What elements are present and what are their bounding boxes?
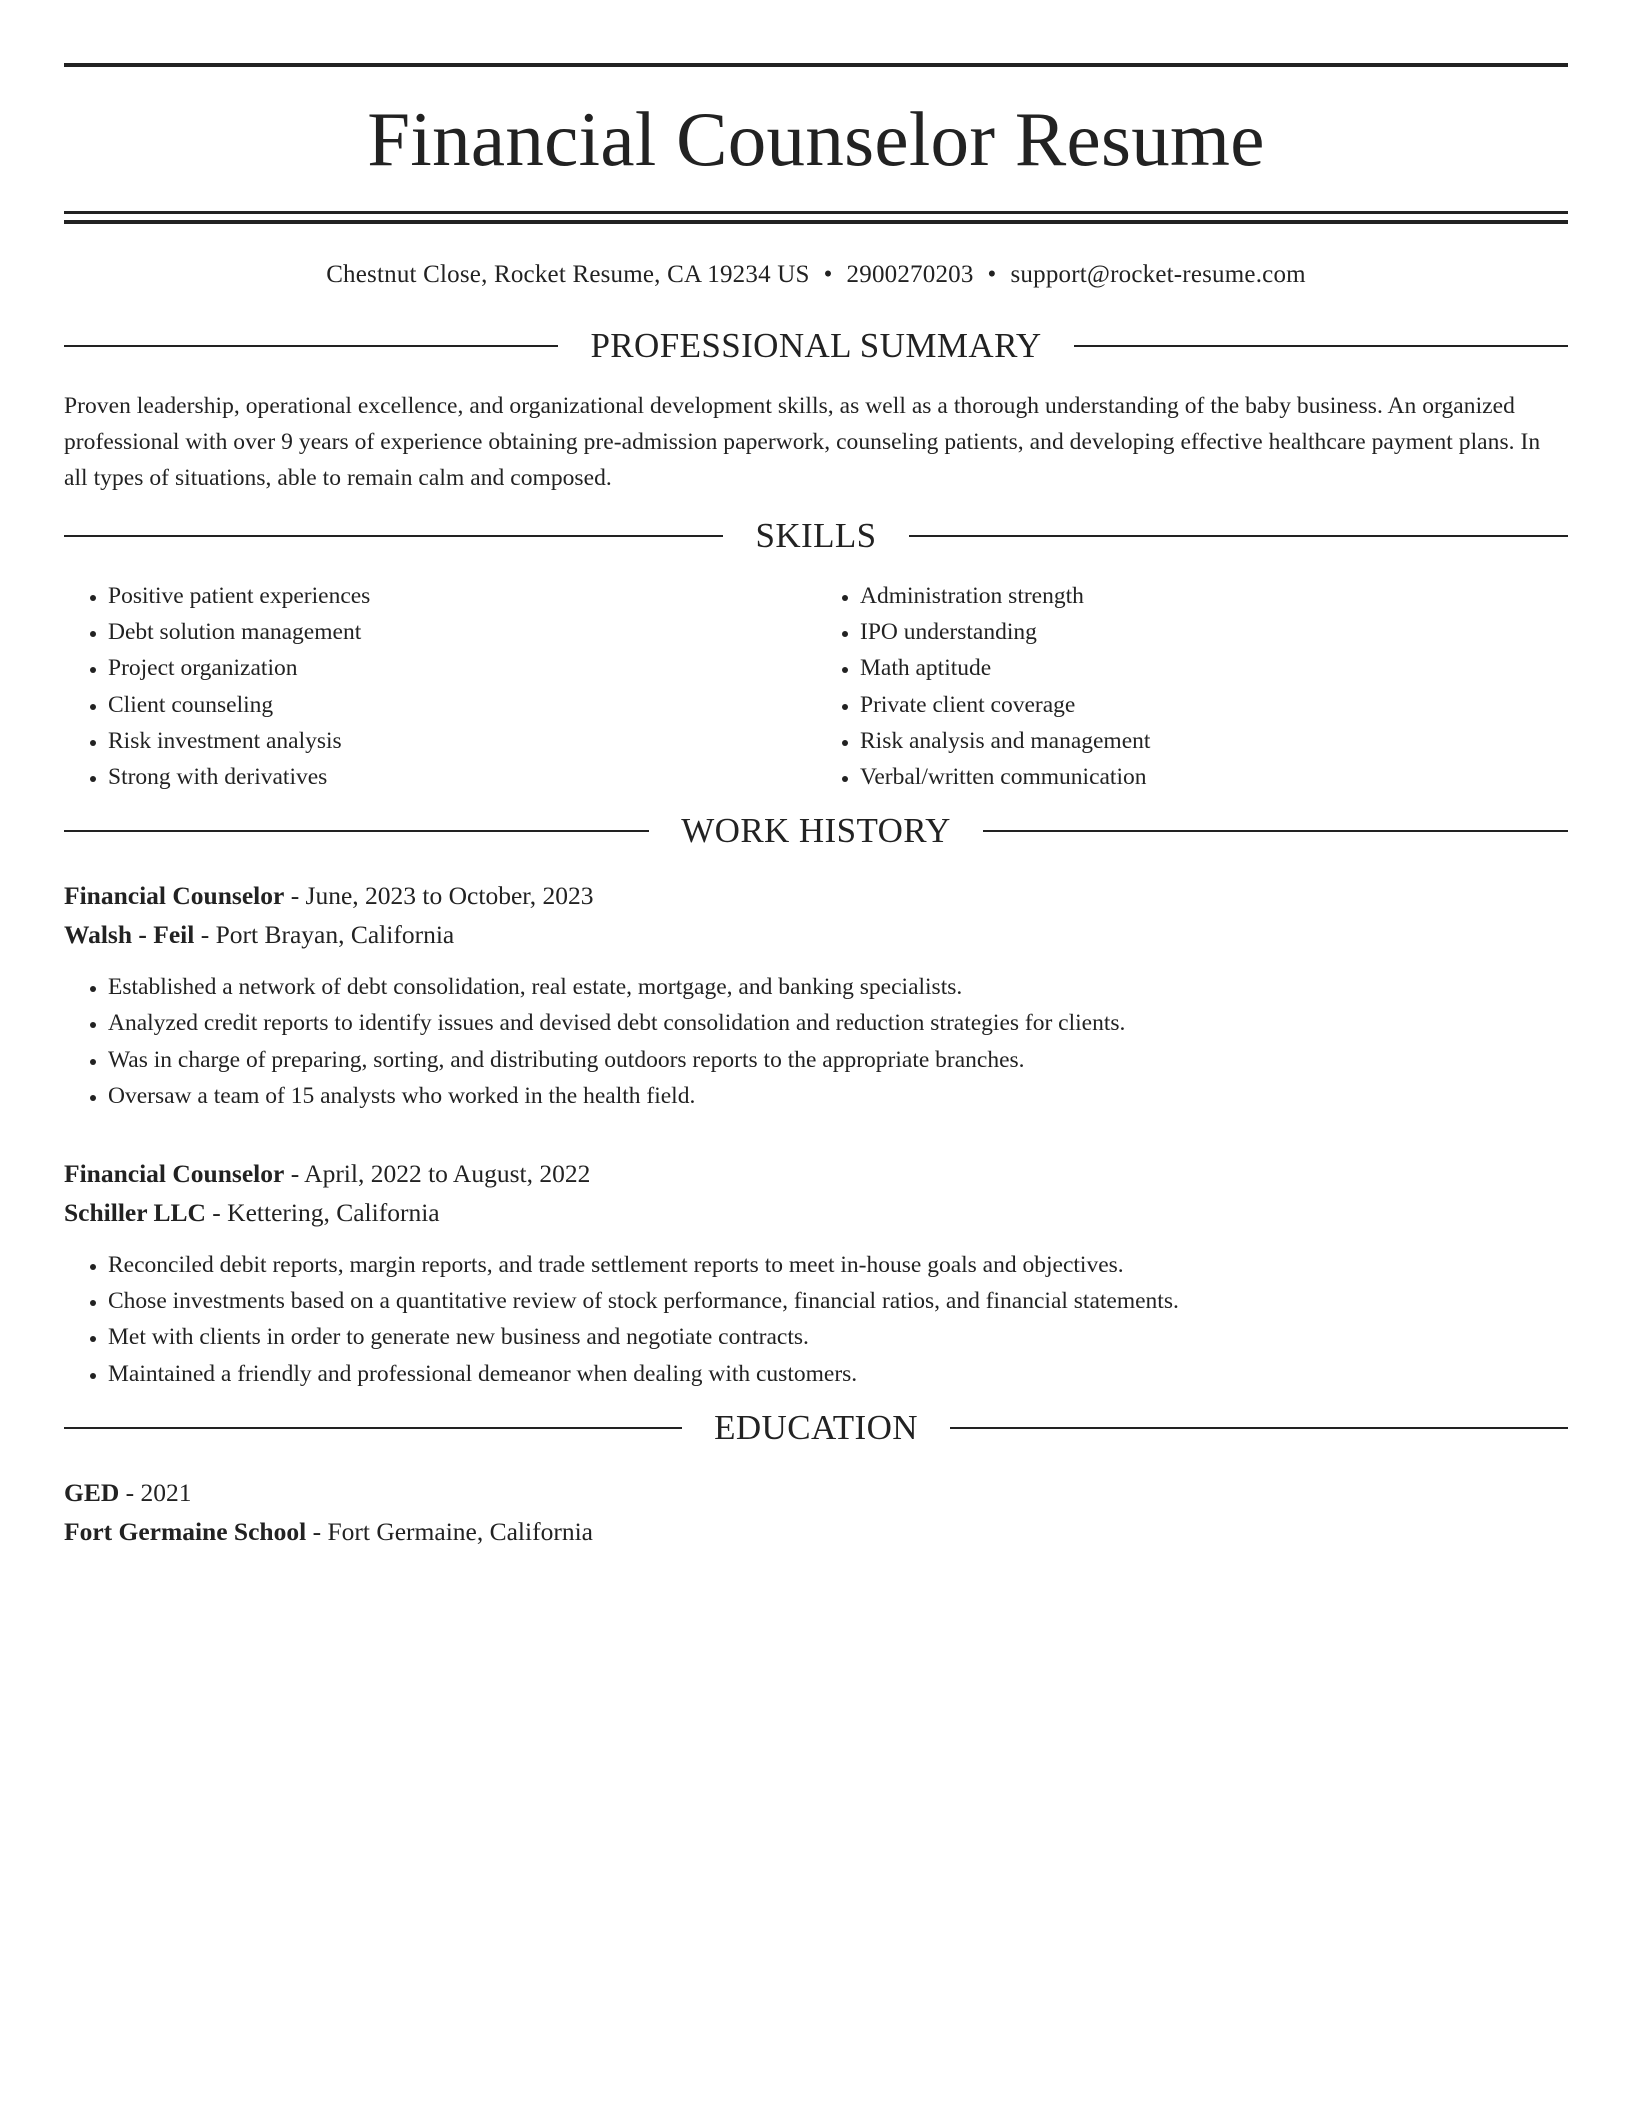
skills-column-right — [816, 578, 1568, 795]
skill-item: • IPO understanding — [860, 614, 1568, 650]
skill-item: • Administration strength — [860, 578, 1568, 614]
job-entry — [64, 876, 1568, 1114]
heading-rule-left — [64, 830, 649, 832]
section-title: SKILLS — [755, 516, 877, 555]
heading-rule-left — [64, 535, 723, 537]
degree-year: - 2021 — [119, 1477, 192, 1507]
degree: GED — [64, 1477, 120, 1507]
skill-item: • Private client coverage — [860, 687, 1568, 723]
job-bullet: • Maintained a friendly and professional demeanor when dealing with customers. — [108, 1356, 1568, 1392]
job-bullet: • Established a network of debt consolidation, real estate, mortgage, and banking specialists. — [108, 969, 1568, 1005]
skill-item: • Positive patient experiences — [108, 578, 816, 614]
skills-section-heading — [64, 516, 1568, 556]
contact-line — [64, 260, 1568, 290]
section-title: PROFESSIONAL SUMMARY — [590, 326, 1042, 365]
section-title: WORK HISTORY — [681, 811, 951, 851]
work-section-heading — [64, 811, 1568, 851]
job-bullet: • Analyzed credit reports to identify issues and devised debt consolidation and reduction strategies for clients. — [108, 1005, 1568, 1041]
contact-separator: • — [987, 261, 997, 288]
skill-item: • Math aptitude — [860, 650, 1568, 686]
contact-separator: • — [823, 261, 833, 288]
skill-item: • Project organization — [108, 650, 816, 686]
skill-item: • Risk investment analysis — [108, 723, 816, 759]
school-name: Fort Germaine School — [64, 1516, 307, 1546]
skill-item: • Debt solution management — [108, 614, 816, 650]
job-dates: - June, 2023 to October, 2023 — [284, 881, 594, 911]
job-title: Financial Counselor — [64, 881, 285, 911]
job-location: - Kettering, California — [205, 1198, 440, 1228]
job-bullet: • Reconciled debit reports, margin reports, and trade settlement reports to meet in-house goals and objectives. — [108, 1247, 1568, 1283]
job-location: - Port Brayan, California — [194, 920, 455, 950]
skill-item: • Strong with derivatives — [108, 759, 816, 795]
school-location: - Fort Germaine, California — [306, 1516, 593, 1546]
skills-column-left — [64, 578, 816, 795]
heading-rule-left — [64, 1427, 682, 1429]
skills-list — [64, 578, 1568, 795]
resume-title: Financial Counselor Resume — [367, 96, 1265, 182]
skill-item: • Verbal/written communication — [860, 759, 1568, 795]
heading-rule-right — [909, 535, 1568, 537]
resume-page — [64, 0, 1568, 1551]
job-company: Walsh - Feil — [64, 920, 195, 950]
job-company-line — [64, 915, 1568, 954]
heading-rule-right — [1074, 345, 1568, 347]
contact-address: Chestnut Close, Rocket Resume, CA 19234 US — [326, 261, 810, 288]
job-title: Financial Counselor — [64, 1159, 285, 1189]
top-rule — [64, 63, 1568, 67]
heading-rule-left — [64, 345, 558, 347]
section-title: EDUCATION — [714, 1407, 918, 1447]
summary-section-heading — [64, 326, 1568, 366]
title-double-rule — [64, 211, 1568, 224]
contact-email: support@rocket-resume.com — [1010, 261, 1306, 288]
job-bullets — [64, 1247, 1568, 1392]
job-bullet: • Chose investments based on a quantitative review of stock performance, financial ratios, and financial statements. — [108, 1283, 1568, 1319]
school-line — [64, 1512, 1568, 1551]
job-bullet: • Oversaw a team of 15 analysts who worked in the health field. — [108, 1078, 1568, 1114]
job-entry — [64, 1154, 1568, 1392]
job-title-line — [64, 1154, 1568, 1193]
job-bullet: • Met with clients in order to generate new business and negotiate contracts. — [108, 1319, 1568, 1355]
heading-rule-right — [950, 1427, 1568, 1429]
education-entry — [64, 1473, 1568, 1551]
contact-phone: 2900270203 — [846, 261, 974, 288]
job-company-line — [64, 1193, 1568, 1232]
education-section-heading — [64, 1408, 1568, 1448]
heading-rule-right — [983, 830, 1568, 832]
job-bullet: • Was in charge of preparing, sorting, and distributing outdoors reports to the appropriate branches. — [108, 1042, 1568, 1078]
summary-text: Proven leadership, operational excellence, and organizational development skills, as well as a thorough understanding of the baby business. An organized professional with over 9 years of experience obtaining pre-admission paperwork, counseling patients, and developing effective healthcare payment plans. In all types of situations, able to remain calm and composed. — [64, 393, 1541, 491]
job-company: Schiller LLC — [64, 1198, 206, 1228]
job-bullets — [64, 969, 1568, 1114]
job-title-line — [64, 876, 1568, 915]
job-dates: - April, 2022 to August, 2022 — [284, 1159, 591, 1189]
skill-item: • Risk analysis and management — [860, 723, 1568, 759]
degree-line — [64, 1473, 1568, 1512]
skill-item: • Client counseling — [108, 687, 816, 723]
